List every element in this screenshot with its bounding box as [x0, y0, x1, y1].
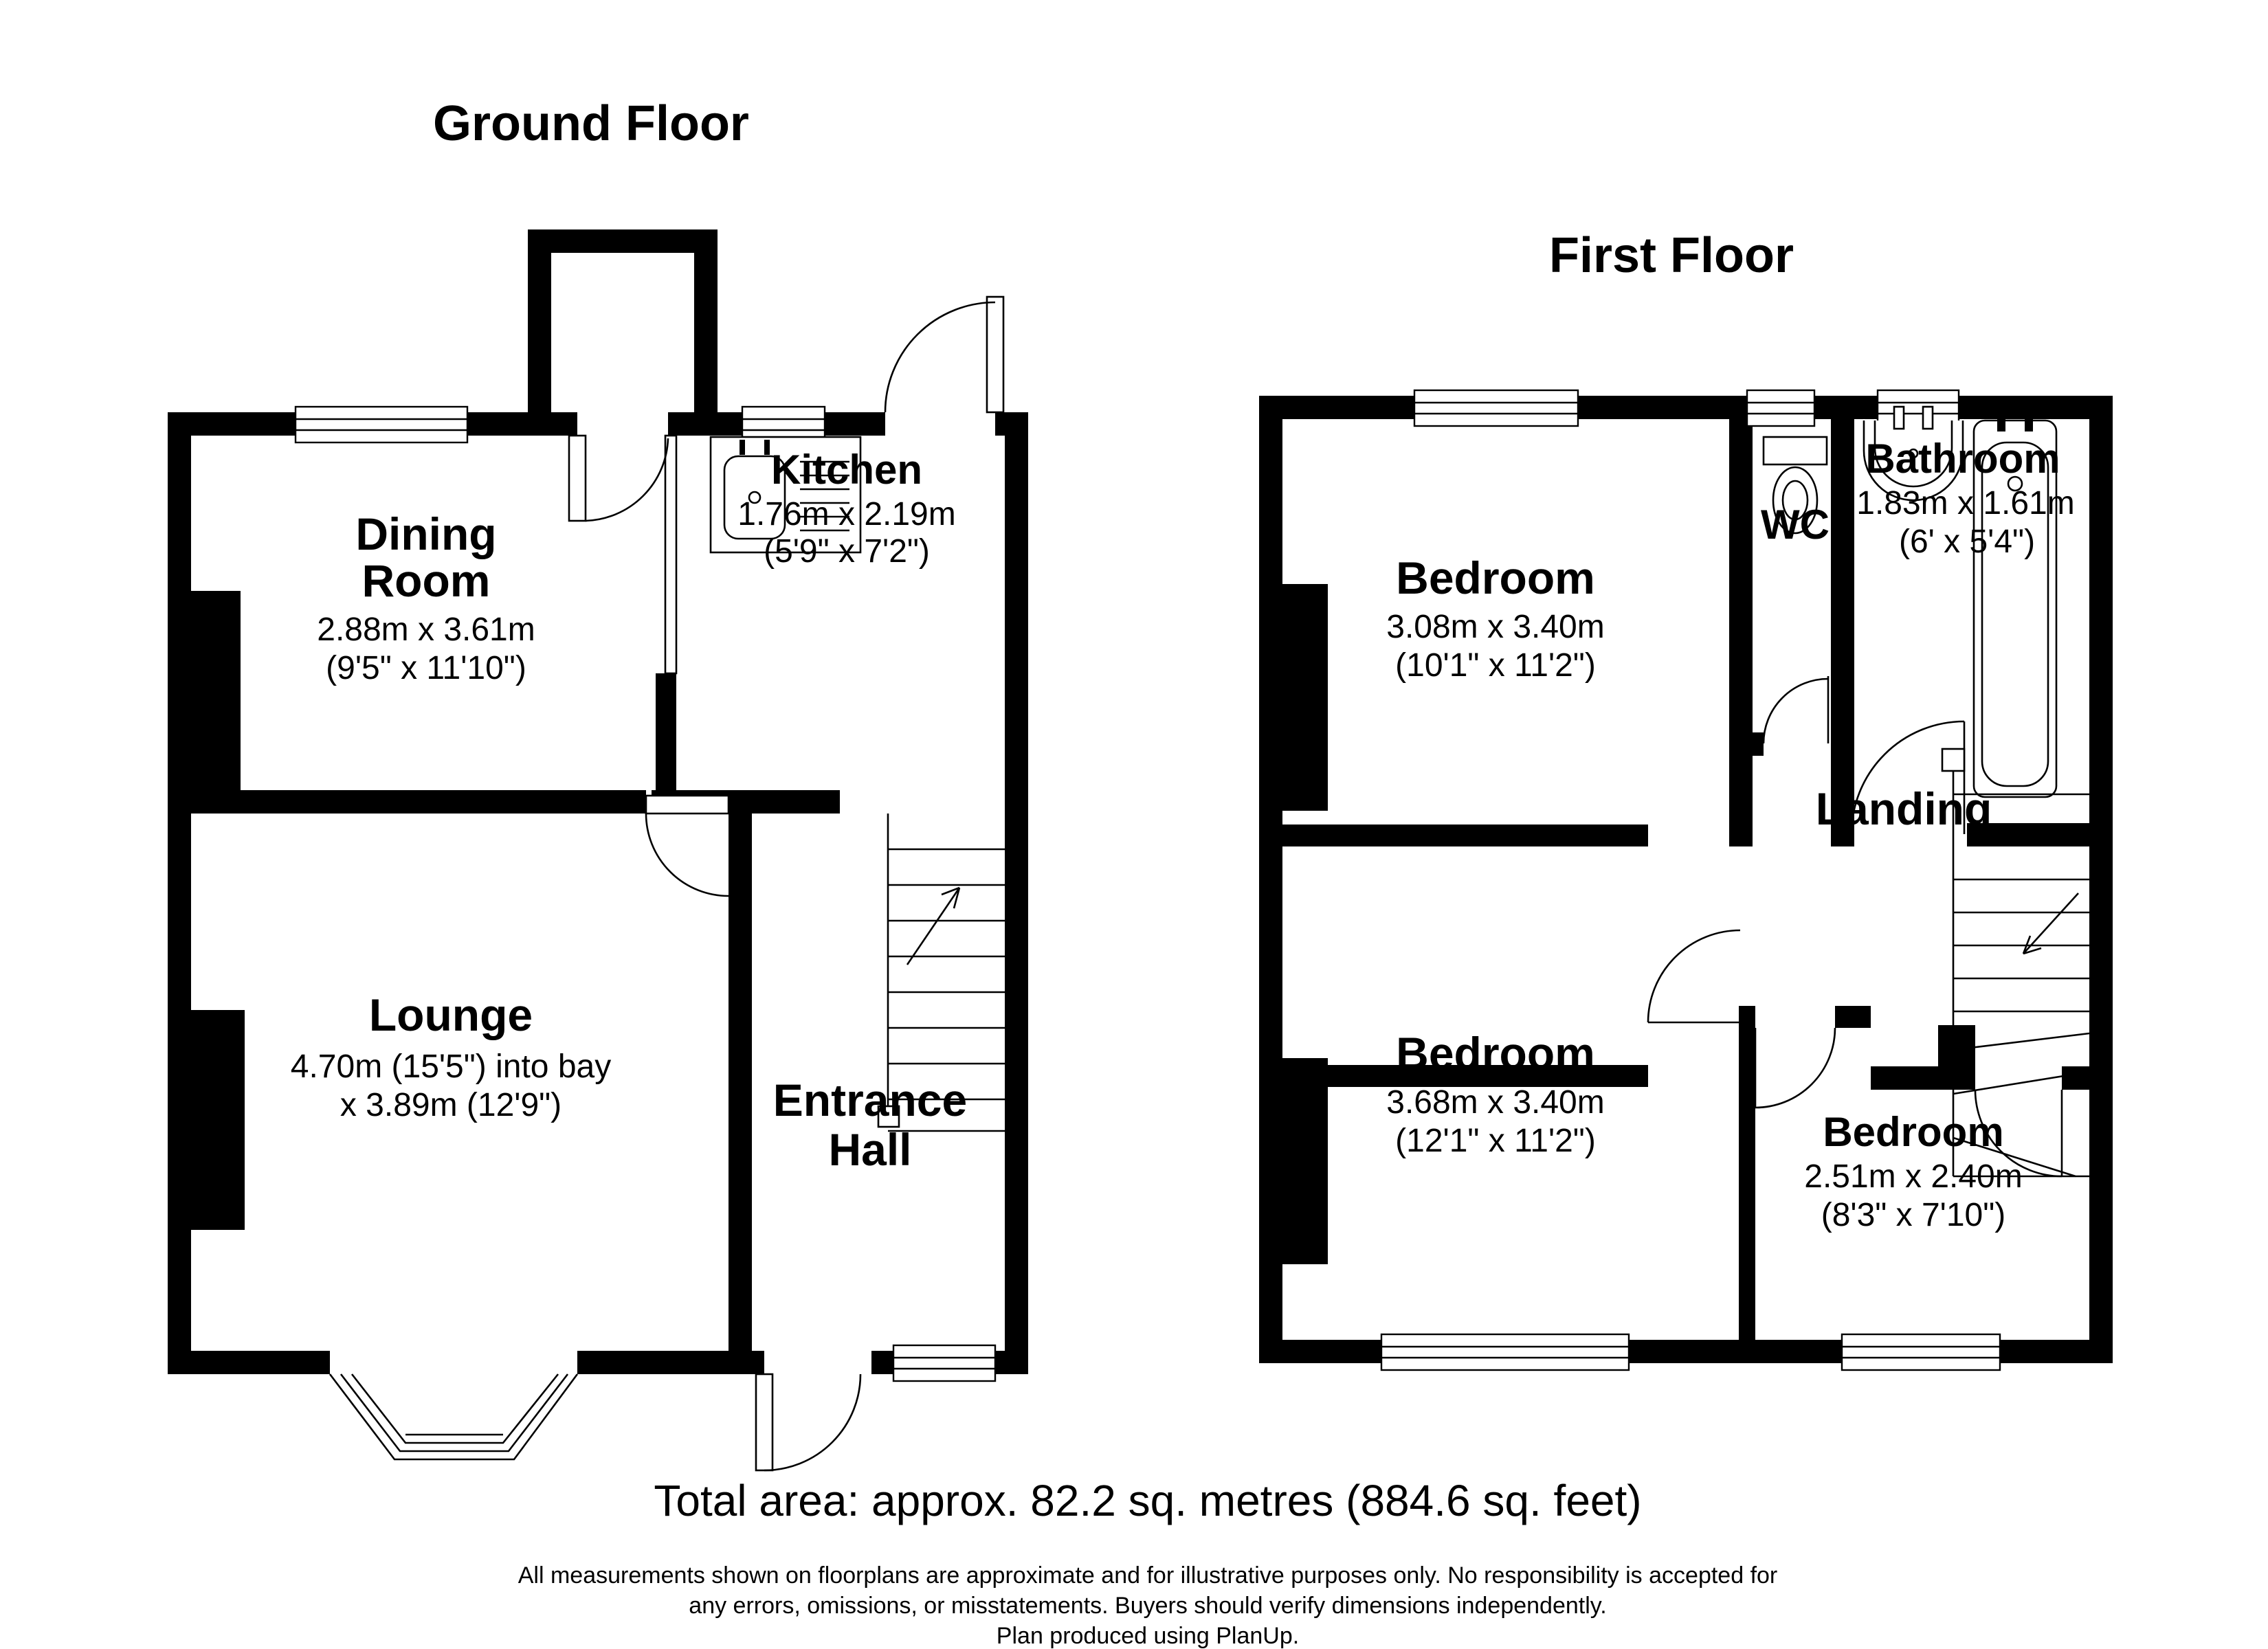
front-bedroom-label [1386, 552, 1604, 684]
svg-text:(12'1" x 11'2"): (12'1" x 11'2") [1395, 1123, 1596, 1159]
svg-text:3.68m x 3.40m: 3.68m x 3.40m [1386, 1084, 1605, 1121]
total-area-text: Total area: approx. 82.2 sq. metres (884.6 sq. feet) [654, 1476, 1642, 1525]
small-bedroom-window-icon [1842, 1334, 2000, 1370]
ground-floor-title: Ground Floor [433, 96, 749, 151]
landing-label: Landing [1815, 783, 1992, 834]
svg-text:3.08m x 3.40m: 3.08m x 3.40m [1386, 609, 1605, 645]
back-bedroom-label [1386, 1028, 1604, 1159]
svg-text:1.83m x 1.61m: 1.83m x 1.61m [1856, 485, 2075, 521]
wc-window-icon [1747, 390, 1814, 426]
front-door [756, 1374, 860, 1470]
lounge-label [291, 989, 611, 1123]
svg-text:(8'3" x 7'10"): (8'3" x 7'10") [1821, 1197, 2006, 1233]
bay-window-icon [330, 1374, 577, 1459]
back-door [885, 297, 1003, 412]
footer [518, 1476, 1778, 1649]
front-bedroom-door [1648, 930, 1740, 1022]
back-bedroom-door [1755, 1028, 1835, 1108]
front-bedroom-window-icon [1414, 390, 1578, 426]
svg-text:(10'1" x 11'2"): (10'1" x 11'2") [1395, 647, 1596, 684]
svg-text:Entrance: Entrance [772, 1075, 968, 1125]
svg-text:2.88m x 3.61m: 2.88m x 3.61m [317, 612, 535, 648]
svg-text:(9'5" x 11'10"): (9'5" x 11'10") [326, 650, 526, 686]
small-bedroom-chimney [1938, 1025, 1975, 1090]
svg-text:1.76m x 2.19m: 1.76m x 2.19m [737, 496, 956, 532]
dining-chimney-breast [191, 591, 241, 790]
front-bedroom-chimney-breast [1282, 584, 1328, 811]
disclaimer-line-3: Plan produced using PlanUp. [996, 1623, 1300, 1649]
lounge-chimney-breast [191, 1010, 245, 1230]
porch-door [569, 436, 668, 521]
svg-text:Bathroom: Bathroom [1865, 436, 2060, 482]
wc-door [1764, 676, 1828, 743]
svg-text:(5'9" x 7'2"): (5'9" x 7'2") [764, 533, 930, 570]
stairs-up-arrow-icon [907, 888, 959, 965]
disclaimer-line-2: any errors, omissions, or misstatements. Buyers should verify dimensions independently. [689, 1593, 1607, 1619]
first-floor-plan [1259, 228, 2113, 1370]
disclaimer-line-1: All measurements shown on floorplans are approximate and for illustrative purposes only. No responsibility is accepted for [518, 1562, 1778, 1589]
svg-text:(6' x 5'4"): (6' x 5'4") [1898, 524, 2036, 560]
first-floor-title: First Floor [1549, 228, 1794, 283]
ground-floor-walls [168, 229, 1028, 1374]
entrance-hall-label [773, 1075, 967, 1175]
ground-floor-plan [168, 96, 1028, 1470]
dining-room-label [317, 508, 535, 686]
svg-text:Lounge: Lounge [368, 989, 533, 1040]
svg-text:Bedroom: Bedroom [1823, 1109, 2004, 1155]
kitchen-partition [665, 436, 676, 673]
svg-text:Kitchen: Kitchen [770, 447, 923, 493]
wc-label: WC [1761, 502, 1830, 548]
svg-text:x 3.89m (12'9"): x 3.89m (12'9") [340, 1087, 562, 1123]
hall-window-icon [893, 1345, 995, 1381]
back-bedroom-chimney-breast [1282, 1058, 1328, 1264]
svg-text:Dining: Dining [355, 508, 497, 559]
svg-text:Bedroom: Bedroom [1396, 552, 1595, 603]
svg-text:Room: Room [362, 555, 491, 606]
lounge-door [646, 796, 729, 896]
back-bedroom-window-icon [1381, 1334, 1629, 1370]
svg-text:2.51m x 2.40m: 2.51m x 2.40m [1804, 1158, 2023, 1195]
dining-window-icon [296, 407, 467, 442]
small-bedroom-label [1804, 1109, 2022, 1233]
svg-text:Hall: Hall [828, 1124, 912, 1175]
svg-text:Bedroom: Bedroom [1396, 1028, 1595, 1079]
svg-text:4.70m (15'5") into bay: 4.70m (15'5") into bay [290, 1048, 612, 1085]
